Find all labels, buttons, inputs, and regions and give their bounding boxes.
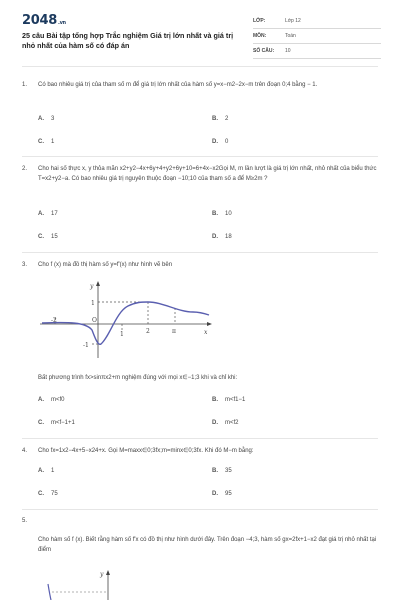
question-text: Cho f (x) mà đồ thị hàm số y=f′(x) như hình vẽ bên bbox=[38, 262, 173, 268]
y-axis-arrow bbox=[96, 281, 100, 286]
label-x: x bbox=[204, 329, 208, 336]
meta-row-count: SỐ CÂU: 10 bbox=[253, 44, 381, 59]
answer-option-d[interactable]: D. 18 bbox=[212, 234, 232, 240]
answer-option-c[interactable]: C. m<f−1+1 bbox=[38, 420, 75, 426]
derivative-curve bbox=[42, 302, 209, 344]
answer-option-b[interactable]: B. m<f1−1 bbox=[212, 397, 246, 403]
label-pi: π bbox=[172, 328, 176, 335]
y-axis-arrow bbox=[106, 570, 110, 575]
label-origin: O bbox=[92, 317, 97, 324]
label-y: y bbox=[90, 283, 94, 290]
document-meta bbox=[253, 14, 381, 59]
derivative-graph bbox=[38, 278, 218, 360]
answer-option-c[interactable]: C. 75 bbox=[38, 491, 58, 497]
derivative-curve bbox=[48, 584, 51, 600]
label-neg-two: -2 bbox=[51, 317, 57, 324]
document-header bbox=[0, 0, 400, 70]
answer-option-d[interactable]: D. 0 bbox=[212, 139, 229, 145]
x-axis-arrow bbox=[207, 322, 212, 326]
answer-option-d[interactable]: D. 95 bbox=[212, 491, 232, 497]
question-text: Cho hai số thực x, y thỏa mãn x2+y2−4x+6y+4+y2+6y+10=6+4x−x2Gọi M, m lần lượt là giá trị lớn nhất, nhỏ nhất của biểu thức T=x2+y2−a. Có bao nhiêu giá trị nguyên thuộc đoạn −10;10 của tham số a để M≥2m ? bbox=[38, 166, 377, 182]
label-y: y bbox=[100, 571, 104, 578]
question-divider bbox=[22, 509, 378, 510]
question-text: Bất phương trình fx>sinπx2+m nghiệm đúng với mọi x∈−1;3 khi và chỉ khi: bbox=[38, 375, 238, 381]
question-divider bbox=[22, 252, 378, 253]
label-two: 2 bbox=[146, 328, 150, 335]
question-text: Cho hàm số f (x). Biết rằng hàm số f′x có đồ thị như hình dưới đây. Trên đoạn −4;3, hàm số gx=2fx+1−x2 đạt giá trị nhỏ nhất tại điểm bbox=[38, 537, 377, 553]
meta-row-grade: LỚP: Lớp 12 bbox=[253, 14, 381, 29]
answer-option-c[interactable]: C. 1 bbox=[38, 139, 55, 145]
question-text: Cho fx=1x2−4x+5−x24+x. Gọi M=maxx∈0;3fx;m=minx∈0;3fx. Khi đó M−m bằng: bbox=[38, 448, 254, 454]
answer-option-b[interactable]: B. 35 bbox=[212, 468, 232, 474]
answer-option-d[interactable]: D. m<f2 bbox=[212, 420, 239, 426]
header-divider bbox=[22, 66, 378, 67]
site-logo[interactable]: 2048.vn bbox=[22, 13, 66, 28]
answer-option-b[interactable]: B. 10 bbox=[212, 211, 232, 217]
label-x-one: 1 bbox=[120, 331, 124, 338]
answer-option-a[interactable]: A. 3 bbox=[38, 116, 55, 122]
question-text: Có bao nhiêu giá trị của tham số m để giá trị lớn nhất của hàm số y=x−m2−2x−m trên đoạn 0;4 bằng − 1. bbox=[38, 82, 318, 88]
meta-row-subject: MÔN: Toán bbox=[253, 29, 381, 44]
derivative-graph-2 bbox=[38, 566, 158, 600]
answer-option-a[interactable]: A. 17 bbox=[38, 211, 58, 217]
label-neg-one: -1 bbox=[83, 342, 89, 349]
answer-option-c[interactable]: C. 15 bbox=[38, 234, 58, 240]
question-divider bbox=[22, 156, 378, 157]
question-divider bbox=[22, 438, 378, 439]
answer-option-a[interactable]: A. m<f0 bbox=[38, 397, 65, 403]
document-title: 25 câu Bài tập tổng hợp Trắc nghiệm Giá trị lớn nhất và giá trị nhỏ nhất của hàm số có đáp án bbox=[22, 31, 234, 50]
answer-option-a[interactable]: A. 1 bbox=[38, 468, 55, 474]
label-y-one: 1 bbox=[91, 300, 95, 307]
answer-option-b[interactable]: B. 2 bbox=[212, 116, 229, 122]
